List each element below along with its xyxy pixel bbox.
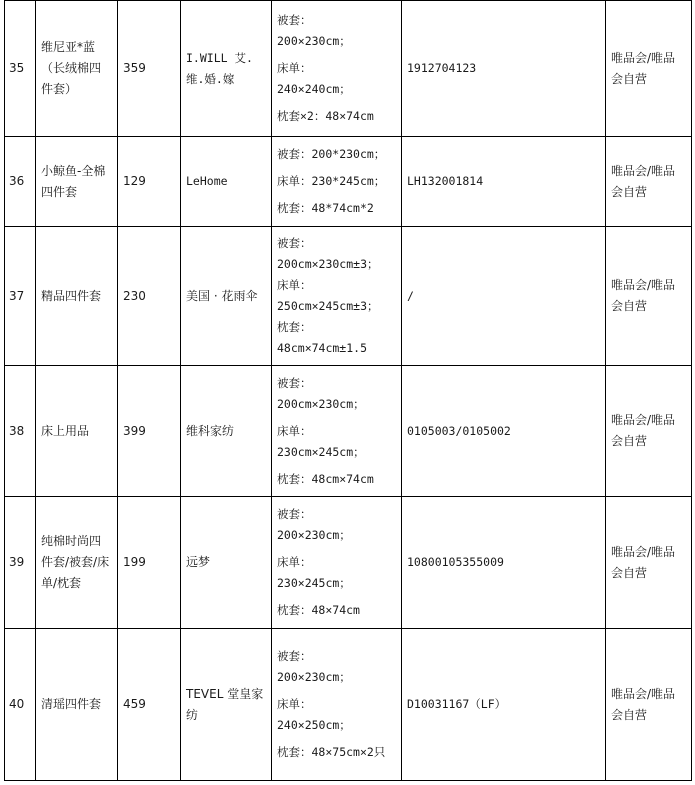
spec-line: 48cm×74cm±1.5	[277, 341, 368, 355]
spec-line: 230×245cm；	[277, 576, 351, 590]
product-name: 床上用品	[36, 366, 118, 497]
product-price: 399	[118, 366, 181, 497]
spec-line: 240×240cm；	[277, 82, 351, 96]
brand-name: 维科家纺	[181, 366, 272, 497]
product-table	[4, 0, 692, 781]
table-row	[5, 137, 692, 227]
shop-name: 唯品会/唯品会自营	[606, 366, 692, 497]
spec-line: 200×230cm；	[277, 528, 351, 542]
shop-name: 唯品会/唯品会自营	[606, 227, 692, 366]
product-code: 0105003/0105002	[402, 366, 606, 497]
spec-line: 枕套×2：48×74cm	[277, 109, 374, 123]
brand-name: 远梦	[181, 497, 272, 629]
product-spec	[272, 629, 402, 781]
shop-name: 唯品会/唯品会自营	[606, 497, 692, 629]
spec-line: 床单：	[277, 61, 312, 75]
spec-line: 240×250cm；	[277, 718, 351, 732]
product-spec	[272, 1, 402, 137]
product-code: /	[402, 227, 606, 366]
spec-line: 枕套：	[277, 320, 312, 334]
product-code: 1912704123	[402, 1, 606, 137]
product-name: 精品四件套	[36, 227, 118, 366]
product-code: LH132001814	[402, 137, 606, 227]
product-spec	[272, 366, 402, 497]
product-price: 359	[118, 1, 181, 137]
table-row	[5, 366, 692, 497]
table-row	[5, 1, 692, 137]
spec-line: 枕套：48×74cm	[277, 603, 360, 617]
row-number: 39	[5, 497, 36, 629]
spec-line: 200×230cm；	[277, 670, 351, 684]
spec-line: 床单：	[277, 278, 312, 292]
spec-line: 床单：	[277, 423, 312, 438]
product-name: 清瑶四件套	[36, 629, 118, 781]
row-number: 38	[5, 366, 36, 497]
shop-name: 唯品会/唯品会自营	[606, 1, 692, 137]
product-price: 230	[118, 227, 181, 366]
row-number: 37	[5, 227, 36, 366]
spec-line: 床单：	[277, 555, 312, 569]
product-code: 10800105355009	[402, 497, 606, 629]
spec-line: 被套：	[277, 375, 312, 390]
spec-line: 枕套：48cm×74cm	[277, 471, 374, 486]
product-spec	[272, 497, 402, 629]
spec-line: 250cm×245cm±3；	[277, 299, 379, 313]
product-code: D10031167（LF）	[402, 629, 606, 781]
table-row	[5, 497, 692, 629]
spec-line: 被套：200*230cm；	[277, 147, 386, 161]
spec-line: 被套：	[277, 236, 312, 250]
brand-name: I.WILL 艾.维.婚.嫁	[181, 1, 272, 137]
product-name: 维尼亚*蓝（长绒棉四件套）	[36, 1, 118, 137]
spec-line: 被套：	[277, 507, 312, 521]
spec-line: 200cm×230cm；	[277, 396, 365, 411]
spec-line: 床单：	[277, 697, 312, 711]
table-row	[5, 629, 692, 781]
product-price: 129	[118, 137, 181, 227]
product-table-page	[4, 0, 691, 781]
spec-line: 床单：230*245cm；	[277, 174, 386, 188]
product-spec	[272, 137, 402, 227]
row-number: 40	[5, 629, 36, 781]
spec-line: 枕套：48*74cm*2	[277, 201, 374, 215]
brand-name: LeHome	[181, 137, 272, 227]
brand-name: 美国 · 花雨伞	[181, 227, 272, 366]
brand-name: TEVEL 堂皇家纺	[181, 629, 272, 781]
table-row	[5, 227, 692, 366]
shop-name: 唯品会/唯品会自营	[606, 137, 692, 227]
row-number: 35	[5, 1, 36, 137]
product-name: 小鲸鱼-全棉四件套	[36, 137, 118, 227]
spec-line: 被套：	[277, 13, 312, 27]
shop-name: 唯品会/唯品会自营	[606, 629, 692, 781]
spec-line: 枕套：48×75cm×2只	[277, 745, 386, 759]
product-price: 199	[118, 497, 181, 629]
spec-line: 200cm×230cm±3；	[277, 257, 379, 271]
product-spec	[272, 227, 402, 366]
spec-line: 200×230cm；	[277, 34, 351, 48]
product-price: 459	[118, 629, 181, 781]
spec-line: 230cm×245cm；	[277, 444, 365, 459]
row-number: 36	[5, 137, 36, 227]
spec-line: 被套：	[277, 649, 312, 663]
product-name: 纯棉时尚四件套/被套/床单/枕套	[36, 497, 118, 629]
